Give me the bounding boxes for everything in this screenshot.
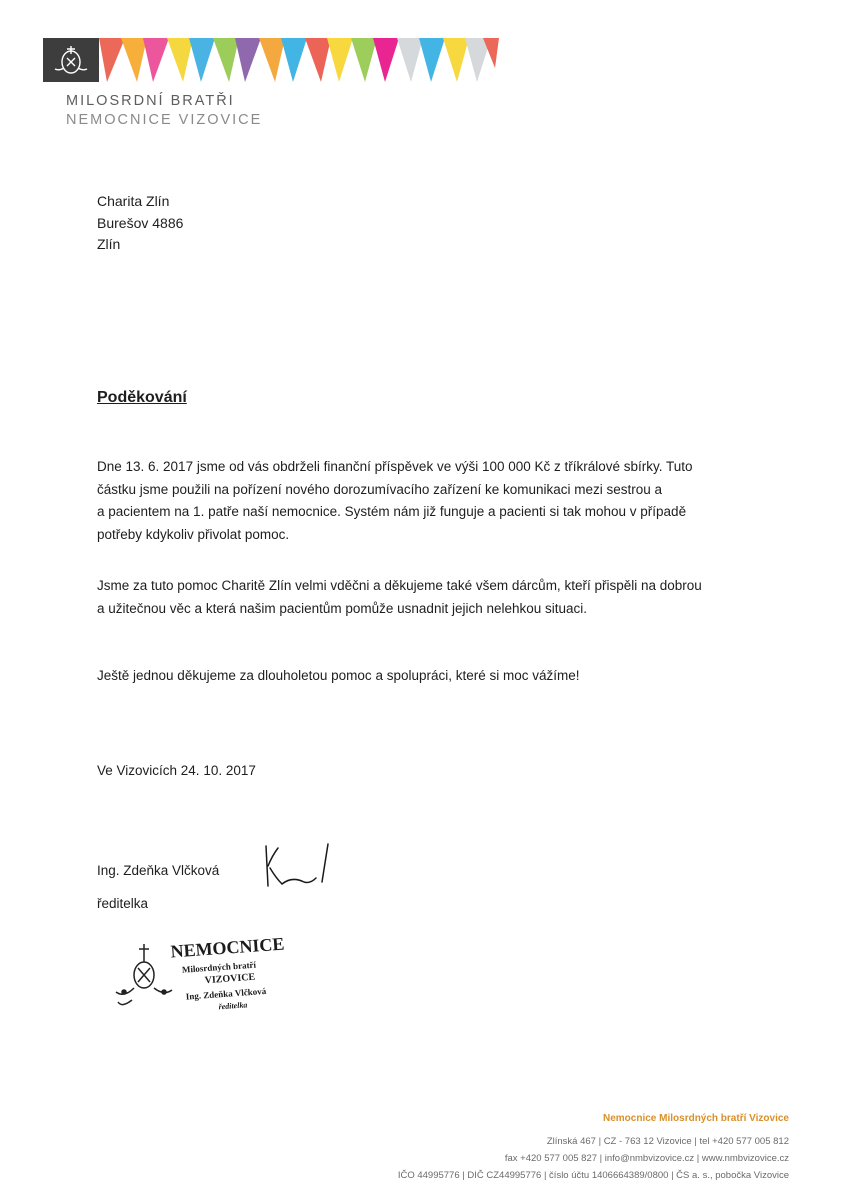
letter-footer [398, 1110, 789, 1184]
address-line-1: Charita Zlín [97, 193, 170, 209]
paragraph-2 [97, 575, 797, 620]
footer-title: Nemocnice Milosrdných bratří Vizovice [603, 1113, 789, 1124]
hospital-stamp [112, 930, 302, 1015]
signer-name: Ing. Zdeňka Vlčková [97, 863, 220, 878]
signer-role: ředitelka [97, 896, 149, 911]
stamp-emblem-icon [116, 944, 172, 1005]
paragraph-3-line-1: Ještě jednou děkujeme za dlouholetou pomoc a spolupráci, které si moc vážíme! [97, 668, 580, 683]
footer-line-3: IČO 44995776 | DIČ CZ44995776 | číslo účtu 1406664389/0800 | ČS a. s., pobočka Vizovice [397, 1170, 789, 1181]
handwritten-signature [258, 838, 338, 898]
hospital-logo [43, 38, 499, 82]
footer-line-2: fax +420 577 005 827 | info@nmbvizovice.cz | www.nmbvizovice.cz [504, 1153, 789, 1164]
brand-line-1: MILOSRDNÍ BRATŘI [66, 93, 235, 109]
address-line-2: Burešov 4886 [97, 214, 184, 231]
logo-color-triangles [99, 38, 499, 82]
paragraph-1-line-2: částku jsme použili na pořízení nového dorozumívacího zařízení ke komunikaci mezi sestrou a [97, 481, 663, 497]
letter-date: Ve Vizovicích 24. 10. 2017 [97, 763, 256, 778]
letter-title: Poděkování [97, 389, 187, 406]
logo-dark-block [43, 38, 99, 82]
svg-text:ředitelka: ředitelka [218, 1000, 248, 1012]
paragraph-1 [97, 456, 797, 546]
svg-text:Milosrdných bratří: Milosrdných bratří [181, 959, 257, 975]
paragraph-1-line-4: potřeby kdykoliv přivolat pomoc. [97, 526, 290, 542]
svg-text:Ing. Zdeňka Vlčková: Ing. Zdeňka Vlčková [185, 985, 267, 1002]
paragraph-2-line-1: Jsme za tuto pomoc Charitě Zlín velmi vděčni a děkujeme také všem dárcům, kteří přispěli na dobrou [97, 578, 702, 593]
paragraph-1-line-3: a pacientem na 1. patře naší nemocnice. Systém nám již funguje a pacienti si tak mohou v případě [97, 504, 687, 519]
paragraph-2-line-2: a užitečnou věc a která našim pacientům pomůže usnadnit jejich nelehkou situaci. [97, 600, 588, 616]
recipient-address [97, 191, 183, 256]
footer-line-1: Zlínská 467 | CZ - 763 12 Vizovice | tel +420 577 005 812 [546, 1136, 789, 1147]
svg-text:VIZOVICE: VIZOVICE [204, 971, 256, 987]
brand-line-2: NEMOCNICE VIZOVICE [66, 112, 263, 128]
address-line-3: Zlín [97, 236, 121, 252]
paragraph-3 [97, 665, 797, 688]
svg-text:NEMOCNICE: NEMOCNICE [169, 933, 286, 962]
paragraph-1-line-1: Dne 13. 6. 2017 jsme od vás obdrželi finanční příspěvek ve výši 100 000 Kč z tříkrálové sbírky. Tuto [97, 459, 693, 474]
